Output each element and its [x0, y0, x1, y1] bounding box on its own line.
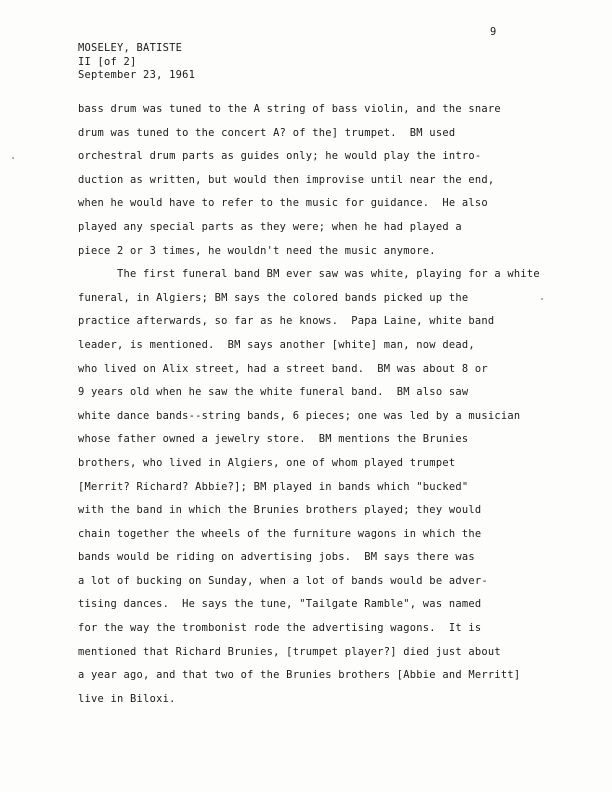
- scan-speck: [12, 157, 14, 159]
- document-header: [78, 42, 195, 83]
- text-line: when he would have to refer to the music for guidance. He also: [78, 197, 488, 210]
- body-text: [78, 98, 598, 711]
- interview-date: September 23, 1961: [78, 69, 196, 81]
- text-line: tising dances. He says the tune, "Tailgate Ramble", was named: [78, 598, 482, 611]
- text-line: for the way the trombonist rode the advertising wagons. It is: [78, 622, 482, 635]
- text-line: white dance bands--string bands, 6 pieces; one was led by a musician: [78, 409, 521, 422]
- interviewee-name: MOSELEY, BATISTE: [78, 42, 183, 54]
- text-line: 9 years old when he saw the white funeral band. BM also saw: [78, 386, 469, 399]
- text-line: leader, is mentioned. BM says another [white] man, now dead,: [78, 338, 475, 351]
- text-line: whose father owned a jewelry store. BM mentions the Brunies: [78, 433, 469, 446]
- text-line: The first funeral band BM ever saw was white, playing for a white: [117, 268, 540, 281]
- text-line: bass drum was tuned to the A string of bass violin, and the snare: [78, 103, 501, 115]
- text-line: a year ago, and that two of the Brunies brothers [Abbie and Merritt]: [78, 669, 521, 682]
- text-line: [Merrit? Richard? Abbie?]; BM played in bands which "bucked": [78, 480, 469, 493]
- text-line: practice afterwards, so far as he knows. Papa Laine, white band: [78, 315, 495, 328]
- text-line: brothers, who lived in Algiers, one of whom played trumpet: [78, 456, 456, 469]
- text-line: live in Biloxi.: [78, 692, 176, 705]
- text-line: chain together the wheels of the furniture wagons in which the: [78, 527, 482, 540]
- text-line: orchestral drum parts as guides only; he would play the intro-: [78, 150, 482, 163]
- text-line: mentioned that Richard Brunies, [trumpet player?] died just about: [78, 645, 501, 658]
- text-line: drum was tuned to the concert A? of the] trumpet. BM used: [78, 126, 456, 139]
- reel-number: II [of 2]: [78, 55, 137, 68]
- text-line: with the band in which the Brunies brothers played; they would: [78, 504, 482, 517]
- text-line: a lot of bucking on Sunday, when a lot of bands would be adver-: [78, 574, 488, 587]
- text-line: who lived on Alix street, had a street band. BM was about 8 or: [78, 362, 488, 375]
- text-line: played any special parts as they were; when he had played a: [78, 220, 462, 233]
- page-number: 9: [490, 26, 497, 38]
- text-line: funeral, in Algiers; BM says the colored bands picked up the: [78, 291, 469, 304]
- text-line: piece 2 or 3 times, he wouldn't need the music anymore.: [78, 244, 436, 257]
- scan-speck: [541, 298, 543, 300]
- text-line: duction as written, but would then improvise until near the end,: [78, 173, 495, 186]
- text-line: bands would be riding on advertising jobs. BM says there was: [78, 551, 475, 564]
